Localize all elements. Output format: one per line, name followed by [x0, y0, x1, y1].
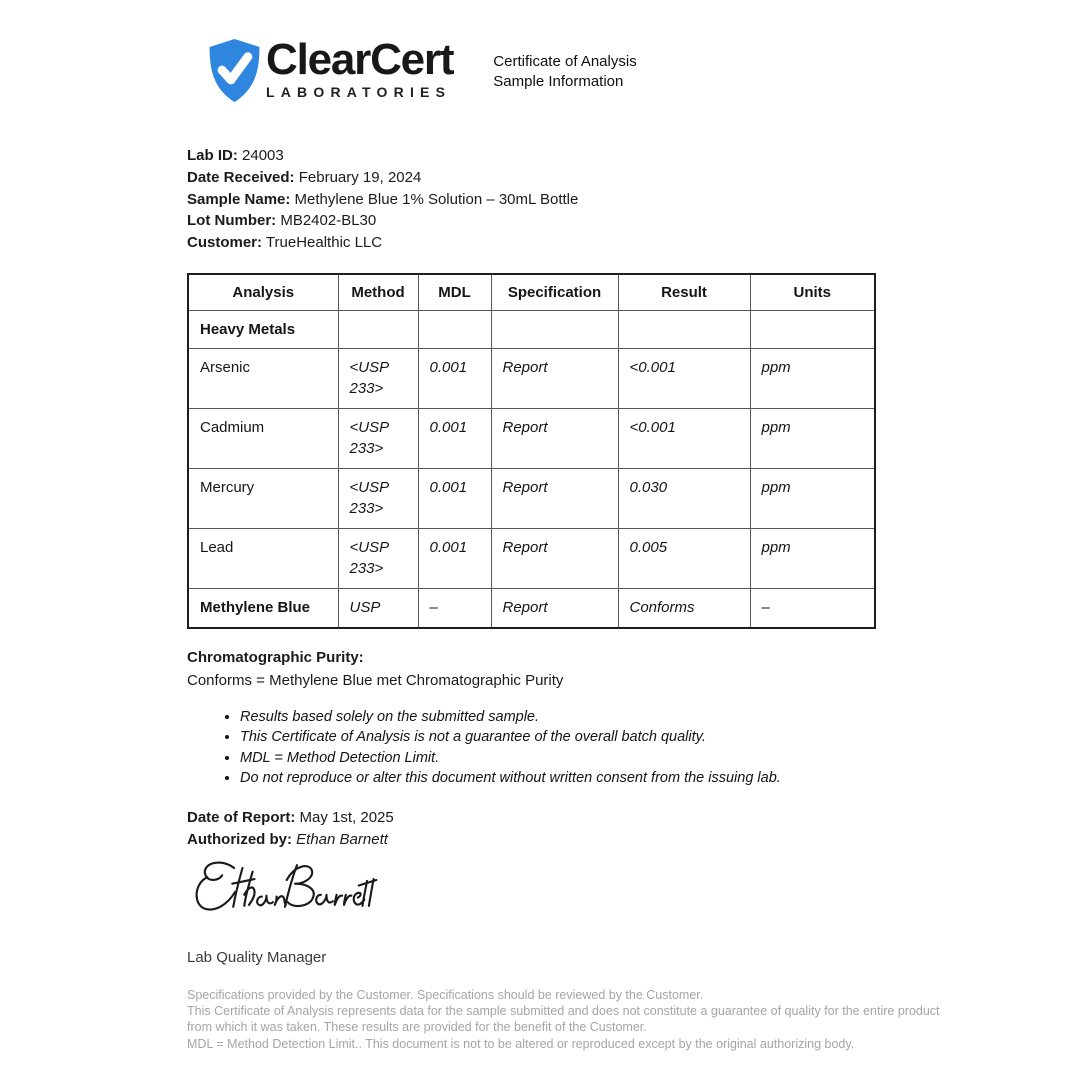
report-meta-block: [187, 807, 394, 852]
cell-mdl: 0.001: [418, 348, 491, 408]
signature-image: [189, 856, 379, 933]
cell-analysis: Methylene Blue: [188, 588, 338, 628]
col-header-specification: Specification: [491, 274, 618, 310]
cell-analysis: Cadmium: [188, 408, 338, 468]
customer-label: Customer:: [187, 234, 263, 252]
lot-number-value: MB2402-BL30: [280, 212, 377, 230]
disclaimer-notes-list: [213, 707, 781, 788]
table-row-mercury: [188, 468, 875, 528]
cell-method: <USP 233>: [338, 408, 418, 468]
fine-print-line: from which it was taken. These results are provided for the benefit of the Customer.: [187, 1020, 647, 1035]
cell-analysis: Heavy Metals: [188, 310, 338, 348]
cell-specification: Report: [491, 348, 618, 408]
note-item: • This Certificate of Analysis is not a guarantee of the overall batch quality.: [240, 727, 781, 747]
cell-specification: Report: [491, 528, 618, 588]
header: [206, 37, 637, 105]
note-item: • Do not reproduce or alter this document without written consent from the issuing lab.: [240, 768, 781, 788]
date-of-report-value: May 1st, 2025: [299, 809, 394, 826]
fine-print-line: MDL = Method Detection Limit.. This document is not to be altered or reproduced except by the original authorizing body.: [187, 1036, 855, 1051]
col-header-analysis: Analysis: [188, 274, 338, 310]
cell-mdl: –: [418, 588, 491, 628]
lab-id-label: Lab ID:: [187, 147, 238, 164]
cell-method: [338, 310, 418, 348]
lab-id-value: 24003: [242, 147, 284, 164]
customer-value: TrueHealthic LLC: [265, 234, 383, 252]
date-of-report-label: Date of Report:: [187, 809, 296, 826]
col-header-units: Units: [750, 274, 875, 310]
table-header-row: [188, 274, 875, 310]
cell-analysis: Mercury: [188, 468, 338, 528]
lot-number-line: [187, 210, 578, 232]
note-item: • Results based solely on the submitted sample.: [240, 707, 781, 727]
fine-print-block: [187, 987, 940, 1052]
cell-specification: Report: [491, 468, 618, 528]
doc-title: Certificate of Analysis: [493, 53, 637, 70]
chromatographic-purity-block: [187, 647, 563, 692]
col-header-method: Method: [338, 274, 418, 310]
cell-result: [618, 310, 750, 348]
cell-result: 0.005: [618, 528, 750, 588]
cell-units: ppm: [750, 408, 875, 468]
brand-block: [266, 37, 453, 100]
cell-specification: Report: [491, 588, 618, 628]
cell-units: [750, 310, 875, 348]
cell-method: USP: [338, 588, 418, 628]
fine-print-line: This Certificate of Analysis represents data for the sample submitted and does not constitute a guarantee of quality for the entire product: [187, 1004, 940, 1019]
shield-check-icon: [206, 37, 263, 105]
col-header-result: Result: [618, 274, 750, 310]
purity-heading: Chromatographic Purity:: [187, 649, 364, 666]
customer-line: [187, 232, 578, 254]
cell-result: 0.030: [618, 468, 750, 528]
brand-name: ClearCert: [266, 35, 454, 84]
date-of-report-line: [187, 807, 394, 829]
cell-specification: [491, 310, 618, 348]
cell-mdl: [418, 310, 491, 348]
cell-units: ppm: [750, 468, 875, 528]
brand-subname: LABORATORIES: [266, 84, 452, 100]
cell-method: <USP 233>: [338, 348, 418, 408]
col-header-mdl: MDL: [418, 274, 491, 310]
date-received-value: February 19, 2024: [298, 168, 422, 186]
cell-result: Conforms: [618, 588, 750, 628]
cell-units: –: [750, 588, 875, 628]
analysis-results-table: [187, 273, 876, 629]
cell-units: ppm: [750, 528, 875, 588]
sample-info-block: [187, 145, 578, 254]
authorized-by-label: Authorized by:: [187, 831, 292, 849]
cell-method: <USP 233>: [338, 528, 418, 588]
cell-mdl: 0.001: [418, 408, 491, 468]
table-row-heavy-metals: [188, 310, 875, 348]
document-type-block: [493, 52, 636, 91]
cell-analysis: Arsenic: [188, 348, 338, 408]
lab-id-line: [187, 145, 578, 167]
table-row-cadmium: [188, 408, 875, 468]
cell-units: ppm: [750, 348, 875, 408]
cell-mdl: 0.001: [418, 468, 491, 528]
date-received-label: Date Received:: [187, 168, 295, 186]
note-item: • MDL = Method Detection Limit.: [240, 748, 781, 768]
sample-name-value: Methylene Blue 1% Solution – 30mL Bottle: [294, 190, 579, 208]
sample-name-label: Sample Name:: [187, 190, 291, 208]
lot-number-label: Lot Number:: [187, 212, 277, 230]
cell-result: <0.001: [618, 408, 750, 468]
fine-print-line: Specifications provided by the Customer. Specifications should be reviewed by the Customer.: [187, 988, 704, 1002]
table-row-arsenic: [188, 348, 875, 408]
date-received-line: [187, 167, 578, 189]
table-row-methylene-blue: [188, 588, 875, 628]
signer-title: Lab Quality Manager: [187, 949, 327, 966]
cell-method: <USP 233>: [338, 468, 418, 528]
table-row-lead: [188, 528, 875, 588]
purity-statement: Conforms = Methylene Blue met Chromatographic Purity: [187, 671, 564, 689]
doc-subtitle: Sample Information: [493, 72, 624, 90]
cell-specification: Report: [491, 408, 618, 468]
cell-mdl: 0.001: [418, 528, 491, 588]
authorized-by-line: [187, 829, 394, 851]
cell-analysis: Lead: [188, 528, 338, 588]
authorized-by-value: Ethan Barnett: [296, 831, 388, 849]
sample-name-line: [187, 189, 578, 211]
cell-result: <0.001: [618, 348, 750, 408]
